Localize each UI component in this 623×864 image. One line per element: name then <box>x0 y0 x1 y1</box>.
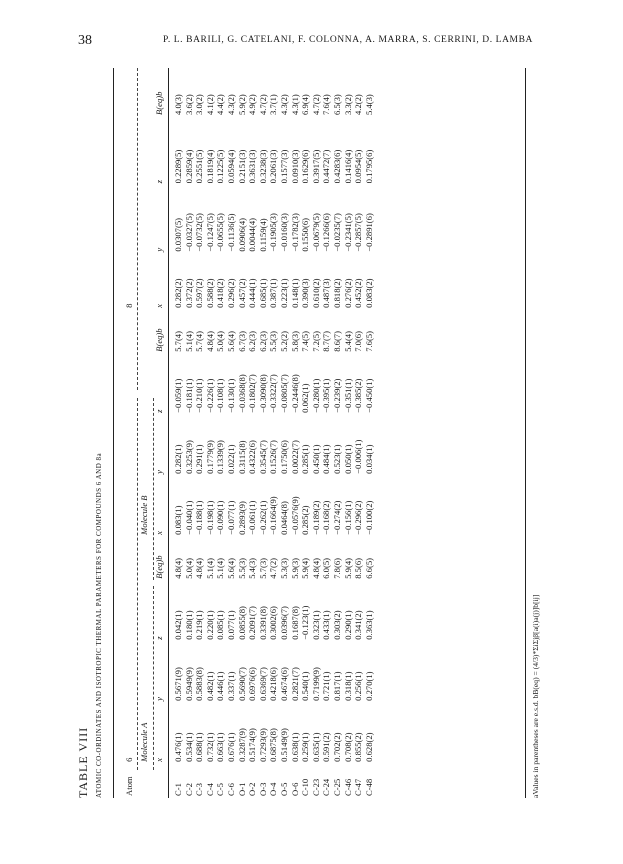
table-cell: 0.372(2) <box>183 278 194 308</box>
table-cell: −0.0235(7) <box>331 213 342 252</box>
table-cell: 0.5690(7) <box>236 667 247 701</box>
table-cell: 0.276(2) <box>342 278 353 308</box>
table-cell: 0.484(1) <box>321 444 332 474</box>
table-row <box>343 68 354 798</box>
table-cell: 0.433(1) <box>321 610 332 640</box>
table-cell: 5.5(3) <box>236 558 247 579</box>
table-cell: 0.256(1) <box>353 671 364 701</box>
table-cell: 3.6(2) <box>183 94 194 115</box>
table-cell: 0.022(1) <box>225 444 236 474</box>
table-cell: 5.9(4) <box>342 558 353 579</box>
table-cell: −0.2446(8) <box>289 374 300 413</box>
table-row <box>353 68 364 798</box>
table-cell: 0.487(3) <box>321 278 332 308</box>
table-cell: 0.4472(7) <box>321 149 332 184</box>
table-cell: 3.0(2) <box>194 94 205 115</box>
table-cell: 0.148(1) <box>289 278 300 308</box>
table-cell: −0.1136(5) <box>225 213 236 252</box>
table-cell: 5.0(4) <box>183 558 194 579</box>
table-row <box>258 68 269 798</box>
table-cell: 0.180(1) <box>183 610 194 640</box>
table-cell: 4.9(2) <box>247 94 258 115</box>
table-cell: 0.685(1) <box>257 278 268 308</box>
table-cell: 5.7(4) <box>173 331 183 352</box>
table-cell: 3.7(1) <box>268 94 279 115</box>
table-cell: 0.0022(7) <box>289 440 300 474</box>
running-head: P. L. BARILI, G. CATELANI, F. COLONNA, A. MARRA, S. CERRINI, D. LAMBA <box>163 35 533 45</box>
table-row <box>247 68 258 798</box>
column-header: B(eq)b <box>154 91 165 115</box>
table-cell: −0.351(1) <box>342 378 353 413</box>
table-cell: 0.0906(4) <box>236 218 247 252</box>
table-cell: 0.3391(8) <box>257 606 268 640</box>
table-cell: 0.390(3) <box>300 278 311 308</box>
table-cell: 5.9(4) <box>300 558 311 579</box>
rule-bottom <box>525 68 526 798</box>
table-cell: 0.1750(6) <box>278 440 289 474</box>
table-cell: 0.0396(7) <box>278 606 289 640</box>
atom-label: C-4 <box>204 783 215 796</box>
table-cell: −0.181(1) <box>183 378 194 413</box>
table-row <box>332 68 343 798</box>
table-row <box>321 68 332 798</box>
table-cell: 0.591(2) <box>321 732 332 762</box>
table-cell: −0.0732(5) <box>194 213 205 252</box>
table-cell: 5.1(4) <box>215 558 226 579</box>
table-cell: −0.2857(5) <box>353 213 364 252</box>
table-cell: 7.4(5) <box>300 331 311 352</box>
table-cell: −0.274(2) <box>331 500 342 535</box>
table-cell: 0.083(2) <box>363 278 374 308</box>
table-cell: 0.296(2) <box>225 278 236 308</box>
table-cell: 0.2859(4) <box>183 149 194 184</box>
column-header: y <box>154 470 165 474</box>
table-cell: −0.090(1) <box>215 500 226 535</box>
table-cell: 0.062(1) <box>300 383 311 413</box>
table-cell: 0.1779(9) <box>204 440 215 474</box>
table-cell: 0.042(1) <box>173 610 183 640</box>
rotated-table-block <box>76 68 556 798</box>
table-cell: −0.0805(7) <box>278 374 289 413</box>
table-cell: 0.1550(6) <box>300 218 311 252</box>
column-header: y <box>154 247 165 252</box>
table-cell: 0.0910(3) <box>289 149 300 184</box>
table-cell: 0.450(1) <box>310 444 321 474</box>
column-header: B(eq)b <box>154 328 165 352</box>
table-cell: 6.9(4) <box>300 94 311 115</box>
table-cell: 0.1577(3) <box>278 149 289 184</box>
table-cell: 0.083(1) <box>173 505 183 535</box>
atom-label: C-25 <box>331 778 342 796</box>
table-cell: 0.341(2) <box>353 610 364 640</box>
table-cell: −0.188(1) <box>194 500 205 535</box>
table-cell: 0.663(1) <box>215 732 226 762</box>
table-cell: −0.2891(6) <box>363 213 374 252</box>
table-row <box>226 68 237 798</box>
table-cell: 0.476(1) <box>173 732 183 762</box>
table-cell: 0.1159(4) <box>257 218 268 252</box>
table-cell: 0.7199(9) <box>310 667 321 701</box>
atom-label: O-4 <box>268 782 279 796</box>
table-cell: −0.061(1) <box>247 500 258 535</box>
atom-label: O-2 <box>247 782 258 796</box>
table-cell: −0.226(1) <box>204 378 215 413</box>
table-cell: −0.1782(3) <box>289 213 300 252</box>
atom-label: C-6 <box>225 783 236 796</box>
table-cell: 5.1(4) <box>204 558 215 579</box>
table-cell: −0.0679(5) <box>310 213 321 252</box>
table-row <box>311 68 322 798</box>
table-cell: 0.5671(9) <box>173 667 183 701</box>
table-cell: 7.6(4) <box>321 94 332 115</box>
table-cell: 0.597(2) <box>194 278 205 308</box>
table-cell: 0.2151(3) <box>236 149 247 184</box>
table-cell: 0.5149(9) <box>278 728 289 762</box>
column-header: z <box>154 179 165 184</box>
table-cell: 5.7(4) <box>194 331 205 352</box>
table-cell: 0.534(1) <box>183 732 194 762</box>
table-cell: 4.3(2) <box>278 94 289 115</box>
atom-label: C-46 <box>342 778 353 796</box>
table-cell: 5.3(3) <box>278 558 289 579</box>
table-cell: −0.450(1) <box>363 378 374 413</box>
table-cell: −0.1247(5) <box>204 213 215 252</box>
table-cell: 0.1795(6) <box>363 149 374 184</box>
table-cell: 0.1819(4) <box>204 149 215 184</box>
table-cell: −0.0368(8) <box>236 374 247 413</box>
table-cell: 0.446(1) <box>215 671 226 701</box>
header-row-molecules <box>137 68 152 798</box>
table-cell: 0.5883(8) <box>194 667 205 701</box>
table-cell: 0.452(2) <box>353 278 364 308</box>
table-cell: 0.5174(9) <box>247 728 258 762</box>
table-label: TABLE VIII <box>76 726 90 798</box>
table-cell: 0.285(1) <box>300 444 311 474</box>
atom-label: O-6 <box>289 782 300 796</box>
table-cell: 0.1687(8) <box>289 606 300 640</box>
table-cell: −0.0576(9) <box>289 496 300 535</box>
table-cell: 8.5(6) <box>353 558 364 579</box>
atom-label: C-47 <box>353 778 364 796</box>
table-cell: 4.8(4) <box>173 558 183 579</box>
table-cell: 6.0(5) <box>321 558 332 579</box>
atom-label: C-2 <box>183 783 194 796</box>
table-cell: 0.0307(5) <box>173 218 183 252</box>
table-cell: 0.5949(9) <box>183 667 194 701</box>
table-cell: −0.1905(3) <box>268 213 279 252</box>
table-cell: 5.9(2) <box>236 94 247 115</box>
page-header <box>0 0 623 60</box>
table-cell: 0.418(2) <box>215 278 226 308</box>
table-cell: 0.2091(7) <box>247 606 258 640</box>
table-cell: 0.270(1) <box>363 671 374 701</box>
table-cell: 0.610(2) <box>310 278 321 308</box>
atom-label: O-1 <box>236 782 247 796</box>
table-cell: 0.6369(7) <box>257 667 268 701</box>
table-cell: 5.4(3) <box>247 558 258 579</box>
table-cell: 6.7(3) <box>236 331 247 352</box>
table-cell: 3.3(2) <box>342 94 353 115</box>
table-cell: −0.006(1) <box>353 439 364 474</box>
table-cell: 0.676(1) <box>225 732 236 762</box>
table-cell: 4.7(2) <box>310 94 321 115</box>
table-cell: −0.1802(7) <box>247 374 258 413</box>
table-cell: −0.2341(5) <box>342 213 353 252</box>
table-footnote: aValues in parentheses are e.s.d. bB(eq) = (4/3)*ΣiΣjβ[a(i)a(j)]b[ij] <box>531 594 540 798</box>
table-cell: 0.1416(4) <box>342 149 353 184</box>
table-row <box>215 68 226 798</box>
table-cell: 0.1339(9) <box>215 440 226 474</box>
table-cell: 0.0044(4) <box>247 218 258 252</box>
table-cell: 0.034(1) <box>363 444 374 474</box>
table-cell: 0.818(2) <box>331 278 342 308</box>
table-cell: 7.6(5) <box>363 331 374 352</box>
table-cell: 7.2(5) <box>310 331 321 352</box>
column-header: y <box>154 696 165 701</box>
table-cell: −0.130(1) <box>225 378 236 413</box>
table-cell: 4.4(2) <box>215 94 226 115</box>
table-cell: 0.0855(8) <box>236 606 247 640</box>
column-header: x <box>154 758 165 762</box>
table-cell: 0.323(1) <box>310 610 321 640</box>
table-cell: 0.223(1) <box>278 278 289 308</box>
table-cell: 5.2(2) <box>278 331 289 352</box>
table-row <box>268 68 279 798</box>
table-cell: −0.156(1) <box>342 500 353 535</box>
table-cell: 0.2061(3) <box>268 149 279 184</box>
table-cell: 4.7(2) <box>257 94 268 115</box>
table-cell: −0.198(1) <box>204 500 215 535</box>
table-cell: 0.817(1) <box>331 671 342 701</box>
table-cell: −0.189(2) <box>310 500 321 535</box>
rule-top <box>113 68 114 798</box>
table-cell: 0.6875(8) <box>268 728 279 762</box>
table-cell: 0.482(1) <box>204 671 215 701</box>
table-cell: 0.285(2) <box>300 505 311 535</box>
table-cell: 5.4(3) <box>363 94 374 115</box>
table-row <box>237 68 248 798</box>
table-cell: 0.303(2) <box>331 610 342 640</box>
table-cell: 6.2(3) <box>247 331 258 352</box>
table-cell: 6.5(3) <box>331 94 342 115</box>
table-cell: −0.0327(5) <box>183 213 194 252</box>
table-cell: 7.0(6) <box>353 331 364 352</box>
column-header: x <box>154 303 165 308</box>
table-cell: 0.0464(8) <box>278 501 289 535</box>
table-row <box>184 68 195 798</box>
atom-label: O-3 <box>257 782 268 796</box>
table-cell: −0.123(1) <box>300 605 311 640</box>
table-cell: 0.387(1) <box>268 278 279 308</box>
table-cell: 0.457(2) <box>236 278 247 308</box>
page-number: 38 <box>78 33 92 48</box>
table-cell: −0.108(1) <box>215 378 226 413</box>
table-cell: 0.219(1) <box>194 610 205 640</box>
table-cell: 0.721(1) <box>321 671 332 701</box>
table-cell: 5.7(3) <box>257 558 268 579</box>
table-cell: 0.290(1) <box>342 610 353 640</box>
column-header: z <box>154 409 165 413</box>
table-cell: 0.702(2) <box>331 732 342 762</box>
table-cell: 8.6(7) <box>331 331 342 352</box>
table-cell: 0.3287(9) <box>236 728 247 762</box>
table-cell: 0.628(2) <box>363 732 374 762</box>
table-cell: 0.3631(3) <box>247 149 258 184</box>
table-cell: −0.385(2) <box>353 378 364 413</box>
table-cell: −0.0655(5) <box>215 213 226 252</box>
column-header: x <box>154 531 165 535</box>
table-cell: 0.2893(9) <box>236 501 247 535</box>
table-cell: 0.077(1) <box>225 610 236 640</box>
table-cell: 4.3(1) <box>289 94 300 115</box>
table-cell: 0.1526(7) <box>268 440 279 474</box>
table-cell: −0.077(1) <box>225 500 236 535</box>
table-cell: 0.688(1) <box>194 732 205 762</box>
table-cell: 0.3253(9) <box>183 440 194 474</box>
table-cell: 0.3115(8) <box>236 440 247 474</box>
table-cell: 8.7(7) <box>321 331 332 352</box>
table-cell: 6.2(3) <box>257 331 268 352</box>
table-cell: 0.4283(6) <box>331 149 342 184</box>
atom-label: C-23 <box>310 778 321 796</box>
table-cell: 5.0(4) <box>215 331 226 352</box>
table-cell: 0.708(2) <box>342 732 353 762</box>
atom-label: C-48 <box>363 778 374 796</box>
atom-label: C-3 <box>194 783 205 796</box>
table-row <box>167 68 184 798</box>
table-cell: 4.7(2) <box>268 558 279 579</box>
table-row <box>300 68 311 798</box>
table-cell: −0.1266(6) <box>321 213 332 252</box>
table-cell: 5.5(3) <box>268 331 279 352</box>
atom-label: C-1 <box>173 783 183 796</box>
header-row-columns <box>152 68 167 798</box>
table-cell: 0.635(1) <box>310 732 321 762</box>
molecule-b-header: Molecule B <box>139 495 150 535</box>
table-cell: −0.1664(9) <box>268 496 279 535</box>
table-cell: 6.6(5) <box>363 558 374 579</box>
table-cell: 0.6976(6) <box>247 667 258 701</box>
table-cell: 0.318(1) <box>342 671 353 701</box>
table-cell: 0.085(1) <box>215 610 226 640</box>
table-cell: −0.395(1) <box>321 378 332 413</box>
table-cell: 0.4674(6) <box>278 667 289 701</box>
atom-label: C-24 <box>321 778 332 796</box>
table-cell: 5.6(4) <box>225 331 236 352</box>
table-cell: 0.2821(7) <box>289 667 300 701</box>
table-cell: −0.3090(8) <box>257 374 268 413</box>
table-cell: 4.8(4) <box>194 558 205 579</box>
table-cell: 0.4218(6) <box>268 667 279 701</box>
table-cell: −0.3322(7) <box>268 374 279 413</box>
table-title: ATOMIC CO-ORDINATES AND ISOTROPIC THERMAL PARAMETERS FOR COMPOUNDS 6 AND 8a <box>95 452 103 798</box>
table-cell: −0.239(2) <box>331 378 342 413</box>
table-cell: 0.0954(5) <box>353 149 364 184</box>
table-cell: 0.282(2) <box>173 278 183 308</box>
table-cell: 4.2(2) <box>353 94 364 115</box>
table-cell: 0.050(1) <box>342 444 353 474</box>
column-header: B(eq)b <box>154 555 165 579</box>
coordinates-table <box>122 68 374 798</box>
table-cell: 0.3238(3) <box>257 149 268 184</box>
table-cell: −0.168(2) <box>321 500 332 535</box>
table-cell: 0.588(2) <box>204 278 215 308</box>
table-cell: 0.540(1) <box>300 671 311 701</box>
table-cell: 0.363(1) <box>363 610 374 640</box>
atom-header: Atom <box>124 776 135 796</box>
table-cell: 5.6(4) <box>225 558 236 579</box>
table-cell: 0.3545(7) <box>257 440 268 474</box>
table-cell: 4.8(4) <box>204 331 215 352</box>
table-row <box>194 68 205 798</box>
table-cell: −0.280(1) <box>310 378 321 413</box>
atom-label: C-5 <box>215 783 226 796</box>
table-cell: −0.059(1) <box>173 378 183 413</box>
table-cell: 0.638(1) <box>289 732 300 762</box>
table-cell: −0.296(2) <box>353 500 364 535</box>
table-cell: 0.3002(6) <box>268 606 279 640</box>
table-cell: 0.1629(6) <box>300 149 311 184</box>
atom-label: C-10 <box>300 778 311 796</box>
table-cell: 0.444(1) <box>247 278 258 308</box>
table-cell: 0.337(1) <box>225 671 236 701</box>
table-row <box>205 68 216 798</box>
table-cell: 0.732(1) <box>204 732 215 762</box>
table-cell: 0.291(1) <box>194 444 205 474</box>
table-cell: 0.2289(5) <box>173 149 183 184</box>
table-cell: −0.0160(3) <box>278 213 289 252</box>
table-cell: 0.2551(5) <box>194 149 205 184</box>
table-cell: 5.8(3) <box>289 331 300 352</box>
compound-8-header: 8 <box>124 303 135 308</box>
table-cell: 0.523(1) <box>331 444 342 474</box>
table-cell: 0.0594(4) <box>225 149 236 184</box>
table-cell: 0.3917(5) <box>310 149 321 184</box>
table-cell: 4.8(4) <box>310 558 321 579</box>
atom-label: O-5 <box>278 782 289 796</box>
table-cell: 5.9(3) <box>289 558 300 579</box>
table-cell: 0.259(1) <box>300 732 311 762</box>
table-cell: 0.1225(5) <box>215 149 226 184</box>
column-header: z <box>154 636 165 640</box>
table-cell: −0.100(2) <box>363 500 374 535</box>
table-cell: 7.8(6) <box>331 558 342 579</box>
table-row <box>279 68 290 798</box>
table-cell: −0.210(1) <box>194 378 205 413</box>
table-cell: 0.4322(6) <box>247 440 258 474</box>
table-body <box>167 68 374 798</box>
table-row <box>364 68 375 798</box>
table-cell: 0.855(2) <box>353 732 364 762</box>
compound-6-header: 6 <box>124 757 135 762</box>
table-cell: 0.220(1) <box>204 610 215 640</box>
table-cell: 4.1(2) <box>204 94 215 115</box>
molecule-a-header: Molecule A <box>139 722 150 762</box>
table-row <box>290 68 301 798</box>
table-cell: 0.282(1) <box>173 444 183 474</box>
header-row-compounds <box>122 68 137 798</box>
table-cell: 5.1(4) <box>183 331 194 352</box>
table-cell: 4.0(3) <box>173 94 183 115</box>
table-cell: 0.7293(9) <box>257 728 268 762</box>
table-cell: −0.040(1) <box>183 500 194 535</box>
table-cell: 5.4(4) <box>342 331 353 352</box>
table-cell: −0.262(1) <box>257 500 268 535</box>
table-cell: 4.3(2) <box>225 94 236 115</box>
